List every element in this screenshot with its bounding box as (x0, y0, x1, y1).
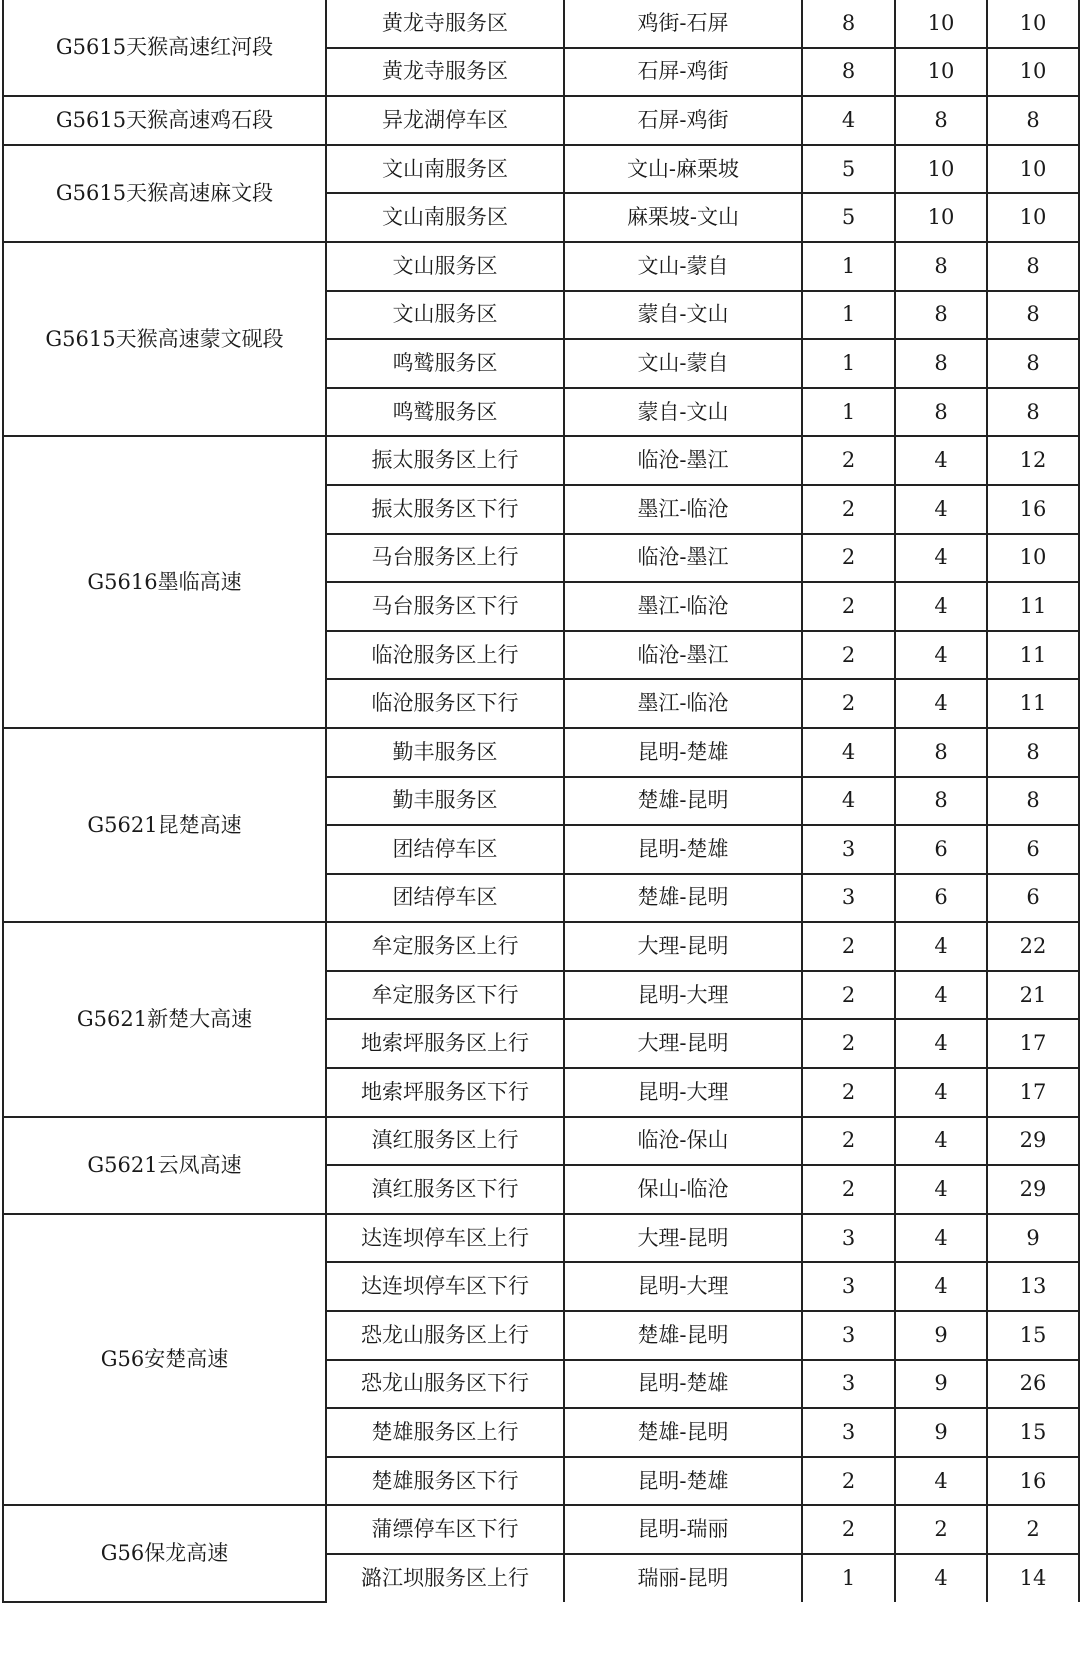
count-cell-2: 9 (895, 1408, 987, 1457)
count-cell-3: 8 (987, 242, 1079, 291)
table-row (3, 1117, 1079, 1166)
count-cell-1: 2 (802, 971, 895, 1020)
service-area-cell: 临沧服务区下行 (326, 679, 564, 728)
count-cell-2: 4 (895, 436, 987, 485)
count-cell-2: 10 (895, 0, 987, 48)
direction-cell: 昆明-大理 (564, 1262, 802, 1311)
direction-cell: 楚雄-昆明 (564, 777, 802, 826)
count-cell-2: 4 (895, 485, 987, 534)
count-cell-2: 4 (895, 679, 987, 728)
count-cell-2: 4 (895, 1068, 987, 1117)
count-cell-3: 10 (987, 48, 1079, 97)
service-area-cell: 滇红服务区上行 (326, 1117, 564, 1166)
table-row (3, 922, 1079, 971)
count-cell-3: 2 (987, 1505, 1079, 1554)
count-cell-3: 21 (987, 971, 1079, 1020)
count-cell-2: 4 (895, 1554, 987, 1602)
count-cell-1: 3 (802, 1214, 895, 1263)
count-cell-1: 2 (802, 582, 895, 631)
count-cell-1: 8 (802, 48, 895, 97)
count-cell-1: 3 (802, 874, 895, 923)
count-cell-1: 2 (802, 1117, 895, 1166)
count-cell-3: 16 (987, 485, 1079, 534)
count-cell-3: 8 (987, 339, 1079, 388)
service-area-cell: 鸣鹫服务区 (326, 388, 564, 437)
direction-cell: 石屏-鸡街 (564, 48, 802, 97)
service-area-cell: 地索坪服务区下行 (326, 1068, 564, 1117)
count-cell-1: 2 (802, 679, 895, 728)
direction-cell: 临沧-墨江 (564, 436, 802, 485)
count-cell-3: 8 (987, 388, 1079, 437)
count-cell-2: 8 (895, 291, 987, 340)
service-area-cell: 文山南服务区 (326, 145, 564, 194)
road-name-cell: G5615天猴高速鸡石段 (3, 96, 326, 145)
service-area-cell: 异龙湖停车区 (326, 96, 564, 145)
service-area-cell: 黄龙寺服务区 (326, 0, 564, 48)
count-cell-2: 8 (895, 242, 987, 291)
table-row (3, 1214, 1079, 1263)
road-name-cell: G56保龙高速 (3, 1505, 326, 1601)
count-cell-2: 4 (895, 534, 987, 583)
count-cell-3: 10 (987, 193, 1079, 242)
count-cell-1: 1 (802, 242, 895, 291)
count-cell-1: 2 (802, 534, 895, 583)
count-cell-2: 8 (895, 339, 987, 388)
direction-cell: 石屏-鸡街 (564, 96, 802, 145)
charging-pile-table (2, 0, 1080, 1603)
table-body (3, 0, 1079, 1602)
count-cell-3: 15 (987, 1311, 1079, 1360)
count-cell-1: 4 (802, 96, 895, 145)
table-row (3, 242, 1079, 291)
count-cell-3: 10 (987, 534, 1079, 583)
count-cell-2: 10 (895, 48, 987, 97)
count-cell-3: 17 (987, 1019, 1079, 1068)
direction-cell: 大理-昆明 (564, 1214, 802, 1263)
service-area-cell: 马台服务区下行 (326, 582, 564, 631)
count-cell-2: 4 (895, 631, 987, 680)
count-cell-3: 14 (987, 1554, 1079, 1602)
road-name-cell: G5621云凤高速 (3, 1117, 326, 1214)
direction-cell: 蒙自-文山 (564, 388, 802, 437)
count-cell-2: 9 (895, 1311, 987, 1360)
direction-cell: 墨江-临沧 (564, 582, 802, 631)
service-area-cell: 恐龙山服务区上行 (326, 1311, 564, 1360)
service-area-cell: 牟定服务区上行 (326, 922, 564, 971)
service-area-cell: 黄龙寺服务区 (326, 48, 564, 97)
table-row (3, 145, 1079, 194)
count-cell-3: 10 (987, 145, 1079, 194)
count-cell-2: 6 (895, 874, 987, 923)
service-area-cell: 潞江坝服务区上行 (326, 1554, 564, 1602)
table-row (3, 1505, 1079, 1554)
count-cell-2: 8 (895, 388, 987, 437)
count-cell-1: 4 (802, 777, 895, 826)
service-area-cell: 蒲缥停车区下行 (326, 1505, 564, 1554)
count-cell-1: 2 (802, 436, 895, 485)
service-area-cell: 达连坝停车区上行 (326, 1214, 564, 1263)
count-cell-3: 11 (987, 631, 1079, 680)
count-cell-3: 9 (987, 1214, 1079, 1263)
count-cell-3: 8 (987, 291, 1079, 340)
direction-cell: 临沧-保山 (564, 1117, 802, 1166)
count-cell-3: 29 (987, 1117, 1079, 1166)
count-cell-2: 4 (895, 1214, 987, 1263)
road-name-cell: G5615天猴高速蒙文砚段 (3, 242, 326, 436)
count-cell-1: 2 (802, 485, 895, 534)
direction-cell: 昆明-大理 (564, 971, 802, 1020)
count-cell-1: 4 (802, 728, 895, 777)
direction-cell: 昆明-楚雄 (564, 1457, 802, 1506)
direction-cell: 昆明-楚雄 (564, 825, 802, 874)
count-cell-1: 1 (802, 339, 895, 388)
count-cell-3: 29 (987, 1165, 1079, 1214)
count-cell-1: 2 (802, 1019, 895, 1068)
service-area-cell: 滇红服务区下行 (326, 1165, 564, 1214)
count-cell-3: 15 (987, 1408, 1079, 1457)
direction-cell: 大理-昆明 (564, 922, 802, 971)
count-cell-2: 8 (895, 96, 987, 145)
count-cell-3: 17 (987, 1068, 1079, 1117)
road-name-cell: G56安楚高速 (3, 1214, 326, 1506)
service-area-cell: 团结停车区 (326, 825, 564, 874)
service-area-cell: 振太服务区下行 (326, 485, 564, 534)
direction-cell: 墨江-临沧 (564, 485, 802, 534)
count-cell-1: 1 (802, 291, 895, 340)
count-cell-2: 10 (895, 193, 987, 242)
road-name-cell: G5616墨临高速 (3, 436, 326, 728)
service-area-cell: 勤丰服务区 (326, 777, 564, 826)
direction-cell: 鸡街-石屏 (564, 0, 802, 48)
count-cell-1: 2 (802, 1457, 895, 1506)
direction-cell: 昆明-大理 (564, 1068, 802, 1117)
direction-cell: 临沧-墨江 (564, 534, 802, 583)
service-area-cell: 文山南服务区 (326, 193, 564, 242)
direction-cell: 瑞丽-昆明 (564, 1554, 802, 1602)
count-cell-2: 10 (895, 145, 987, 194)
table-row (3, 728, 1079, 777)
count-cell-3: 8 (987, 777, 1079, 826)
count-cell-2: 2 (895, 1505, 987, 1554)
count-cell-3: 11 (987, 679, 1079, 728)
count-cell-1: 3 (802, 825, 895, 874)
count-cell-1: 2 (802, 631, 895, 680)
direction-cell: 大理-昆明 (564, 1019, 802, 1068)
count-cell-1: 5 (802, 145, 895, 194)
count-cell-1: 3 (802, 1408, 895, 1457)
count-cell-2: 4 (895, 1117, 987, 1166)
road-name-cell: G5621昆楚高速 (3, 728, 326, 922)
table-row (3, 436, 1079, 485)
count-cell-3: 6 (987, 825, 1079, 874)
direction-cell: 楚雄-昆明 (564, 1408, 802, 1457)
count-cell-1: 8 (802, 0, 895, 48)
count-cell-1: 3 (802, 1360, 895, 1409)
service-area-cell: 临沧服务区上行 (326, 631, 564, 680)
direction-cell: 麻栗坡-文山 (564, 193, 802, 242)
service-area-cell: 恐龙山服务区下行 (326, 1360, 564, 1409)
count-cell-2: 4 (895, 1457, 987, 1506)
service-area-cell: 团结停车区 (326, 874, 564, 923)
count-cell-2: 4 (895, 582, 987, 631)
direction-cell: 蒙自-文山 (564, 291, 802, 340)
count-cell-3: 11 (987, 582, 1079, 631)
count-cell-2: 8 (895, 777, 987, 826)
service-area-cell: 勤丰服务区 (326, 728, 564, 777)
count-cell-2: 4 (895, 922, 987, 971)
count-cell-1: 2 (802, 922, 895, 971)
count-cell-1: 5 (802, 193, 895, 242)
count-cell-3: 10 (987, 0, 1079, 48)
road-name-cell: G5621新楚大高速 (3, 922, 326, 1116)
count-cell-1: 3 (802, 1311, 895, 1360)
count-cell-3: 8 (987, 96, 1079, 145)
direction-cell: 昆明-楚雄 (564, 1360, 802, 1409)
direction-cell: 昆明-瑞丽 (564, 1505, 802, 1554)
direction-cell: 文山-蒙自 (564, 242, 802, 291)
table-row (3, 96, 1079, 145)
service-area-cell: 楚雄服务区下行 (326, 1457, 564, 1506)
count-cell-2: 4 (895, 1019, 987, 1068)
service-area-cell: 文山服务区 (326, 291, 564, 340)
direction-cell: 保山-临沧 (564, 1165, 802, 1214)
direction-cell: 文山-麻栗坡 (564, 145, 802, 194)
direction-cell: 墨江-临沧 (564, 679, 802, 728)
count-cell-3: 16 (987, 1457, 1079, 1506)
count-cell-2: 4 (895, 971, 987, 1020)
count-cell-3: 12 (987, 436, 1079, 485)
count-cell-3: 8 (987, 728, 1079, 777)
count-cell-1: 1 (802, 1554, 895, 1602)
road-name-cell: G5615天猴高速麻文段 (3, 145, 326, 242)
road-name-cell: G5615天猴高速红河段 (3, 0, 326, 96)
count-cell-2: 4 (895, 1262, 987, 1311)
direction-cell: 楚雄-昆明 (564, 874, 802, 923)
service-area-cell: 振太服务区上行 (326, 436, 564, 485)
count-cell-3: 22 (987, 922, 1079, 971)
count-cell-1: 2 (802, 1068, 895, 1117)
service-area-cell: 牟定服务区下行 (326, 971, 564, 1020)
direction-cell: 临沧-墨江 (564, 631, 802, 680)
count-cell-2: 6 (895, 825, 987, 874)
service-area-cell: 鸣鹫服务区 (326, 339, 564, 388)
service-area-cell: 达连坝停车区下行 (326, 1262, 564, 1311)
service-area-cell: 地索坪服务区上行 (326, 1019, 564, 1068)
direction-cell: 楚雄-昆明 (564, 1311, 802, 1360)
count-cell-1: 2 (802, 1505, 895, 1554)
count-cell-1: 2 (802, 1165, 895, 1214)
count-cell-3: 6 (987, 874, 1079, 923)
count-cell-2: 4 (895, 1165, 987, 1214)
service-area-cell: 楚雄服务区上行 (326, 1408, 564, 1457)
direction-cell: 文山-蒙自 (564, 339, 802, 388)
direction-cell: 昆明-楚雄 (564, 728, 802, 777)
count-cell-3: 13 (987, 1262, 1079, 1311)
count-cell-2: 8 (895, 728, 987, 777)
count-cell-1: 1 (802, 388, 895, 437)
count-cell-2: 9 (895, 1360, 987, 1409)
service-area-cell: 马台服务区上行 (326, 534, 564, 583)
count-cell-1: 3 (802, 1262, 895, 1311)
count-cell-3: 26 (987, 1360, 1079, 1409)
service-area-cell: 文山服务区 (326, 242, 564, 291)
table-row (3, 0, 1079, 48)
